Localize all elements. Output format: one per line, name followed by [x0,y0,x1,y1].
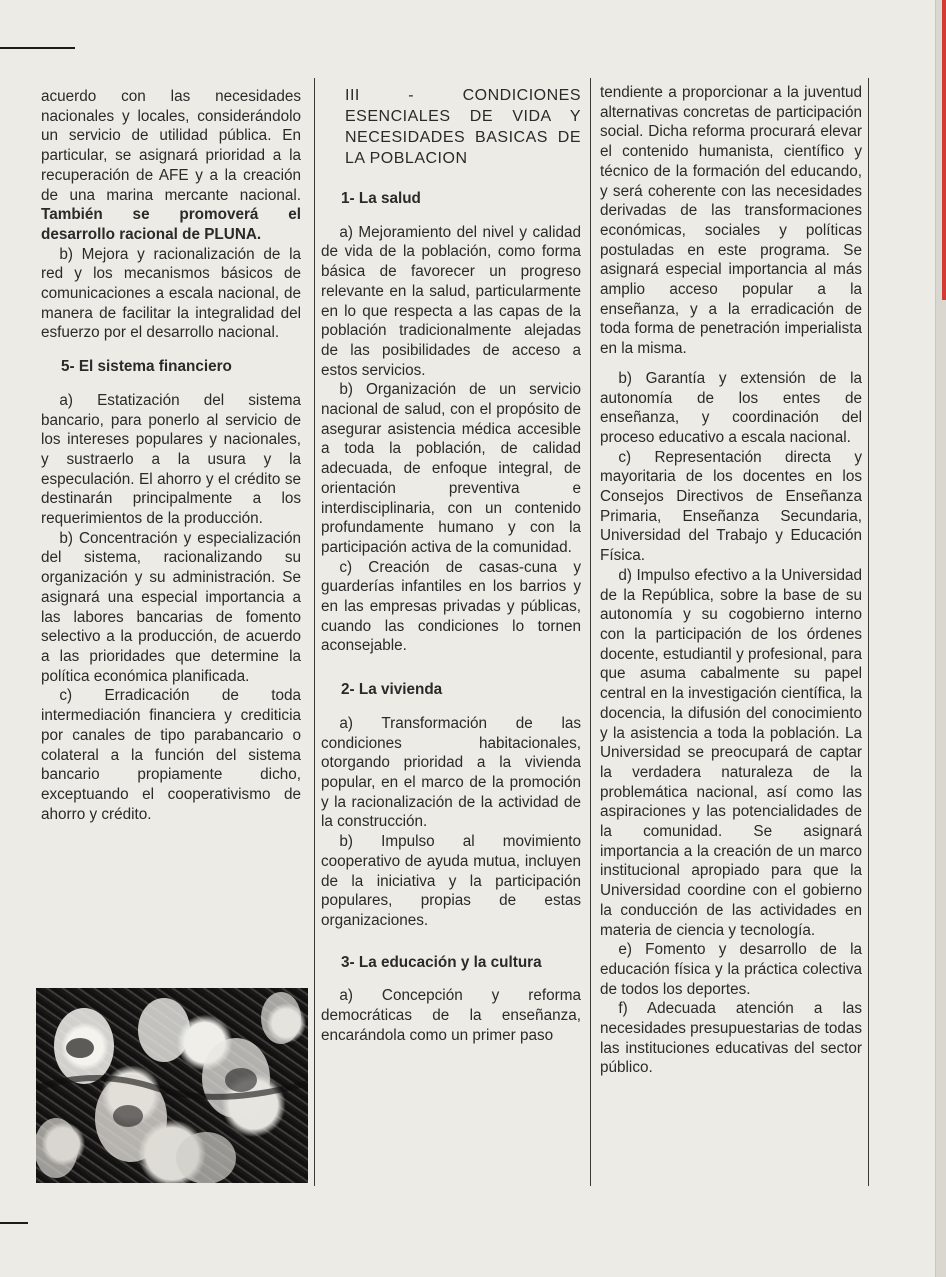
col3-paragraph-1: tendiente a proporcionar a la juventud alternativas concretas de participación social. Dicha reforma procurará elevar el contenido humanista, científico y técnico de la formación del educando, y será coherente con las necesidades derivadas de las transformaciones económicas, sociales y políticas postuladas en este programa. Se asignará especial importancia al más amplio acceso popular a la enseñanza, y a la erradicación de toda forma de penetración imperialista en la misma. [600,84,862,358]
section-heading-financial-system: 5- El sistema financiero [61,358,232,376]
column-rule-2 [590,78,591,1186]
top-rule [0,47,75,49]
col3-paragraph-5: e) Fomento y desarrollo de la educación física y la práctica colectiva de todos los deportes. [600,941,862,998]
col1-paragraph-2: b) Mejora y racionalización de la red y los mecanismos básicos de comunicaciones a escala nacional, de manera de facilitar la integralidad del esfuerzo por el desarrollo nacional. [41,245,301,342]
column-rule-1 [314,78,315,1186]
col1-paragraph-5: c) Erradicación de toda intermediación financiera y crediticia por canales de tipo parabancario o colateral a la función del sistema bancario propiamente dicho, exceptuando el cooperativismo de ahorro y crédito. [41,687,301,823]
section-heading-education: 3- La educación y la cultura [341,953,542,971]
col2-paragraph-2: b) Organización de un servicio nacional de salud, con el propósito de asegurar asistencia médica accesible a toda la población, de calidad adecuada, de enfoque integral, de orientación preventiva e interdisciplinaria, con un contenido profundamente humano y con la participación activa de la comunidad. [321,381,581,556]
bottom-rule [0,1222,28,1224]
col2-paragraph-3: c) Creación de casas-cuna y guarderías infantiles en los barrios y en las empresas privadas y públicas, cuando las condiciones lo tornen aconsejable. [321,558,581,655]
col1-paragraph-4: b) Concentración y especialización del sistema, racionalizando su organización y su administración. Se asignará una especial importancia a las labores bancarias de fomento selectivo a la producción, de acuerdo a las prioridades que determine la política económica planificada. [41,529,301,685]
crowd-photo [36,988,308,1183]
section-heading-health: 1- La salud [341,190,421,207]
col2-paragraph-5: b) Impulso al movimiento cooperativo de ayuda mutua, incluyen de la iniciativa y la participación populares, propias de estas organizaciones. [321,833,581,929]
column-3 [600,83,862,1078]
column-rule-3 [868,78,869,1186]
column-2 [321,85,581,1045]
col1-paragraph-3: a) Estatización del sistema bancario, para ponerlo al servicio de los intereses populares y nacionales, y sustraerlo a la usura y la especulación. El ahorro y el crédito se destinarán principalmente a los requerimientos de la producción. [41,391,301,528]
col1-paragraph-1-bold: También se promoverá el desarrollo racional de PLUNA. [41,206,301,243]
col3-paragraph-2: b) Garantía y extensión de la autonomía de los entes de enseñanza, y coordinación del proceso educativo a escala nacional. [600,369,862,446]
red-edge-strip [942,0,946,300]
col3-paragraph-4: d) Impulso efectivo a la Universidad de la República, sobre la base de su autonomía y su cogobierno interno con la participación de los órdenes docente, estudiantil y profesional, para que asuma cabalmente su papel central en la investigación científica, la docencia, la difusión del conocimiento y la asistencia a toda la población. La Universidad se preocupará de captar la verdadera naturaleza de la problemática nacional, así como las aspiraciones y las potencialidades de la comunidad. Se asignará importancia a la creación de un marco institucional apropiado para que la Universidad coordine con el gobierno la conducción de las actividades en materia de ciencia y tecnología. [600,566,862,939]
col2-paragraph-6: a) Concepción y reforma democráticas de la enseñanza, encarándola como un primer paso [321,987,581,1044]
col1-paragraph-1: acuerdo con las necesidades nacionales y locales, considerándolo un servicio de utilidad pública. En particular, se asignará prioridad a la recuperación de AFE y a la creación de una marina mercante nacional. También se promoverá el desarrollo racional de PLUNA. [41,88,301,243]
col2-paragraph-1: a) Mejoramiento del nivel y calidad de vida de la población, como forma básica de favorecer un progreso relevante en la salud, particularmente en lo que respecta a las capas de la población tradicionalmente alejadas de las posibilidades de acceso a estos servicios. [321,223,581,379]
section-heading-housing: 2- La vivienda [341,681,443,699]
col2-paragraph-4: a) Transformación de las condiciones habitacionales, otorgando prioridad a la vivienda popular, en el marco de la promoción y la racionalización de la actividad de la construcción. [321,714,581,831]
col3-paragraph-6: f) Adecuada atención a las necesidades presupuestarias de todas las instituciones educativas del sector público. [600,1000,862,1077]
col3-paragraph-3: c) Representación directa y mayoritaria de los docentes en los Consejos Directivos de Enseñanza Primaria, Enseñanza Secundaria, Universidad del Trabajo y Educación Física. [600,448,862,565]
column-1 [41,87,301,824]
section-title-living-conditions: III - CONDICIONES ESENCIALES DE VIDA Y NECESIDADES BASICAS DE LA POBLACION [345,87,581,167]
